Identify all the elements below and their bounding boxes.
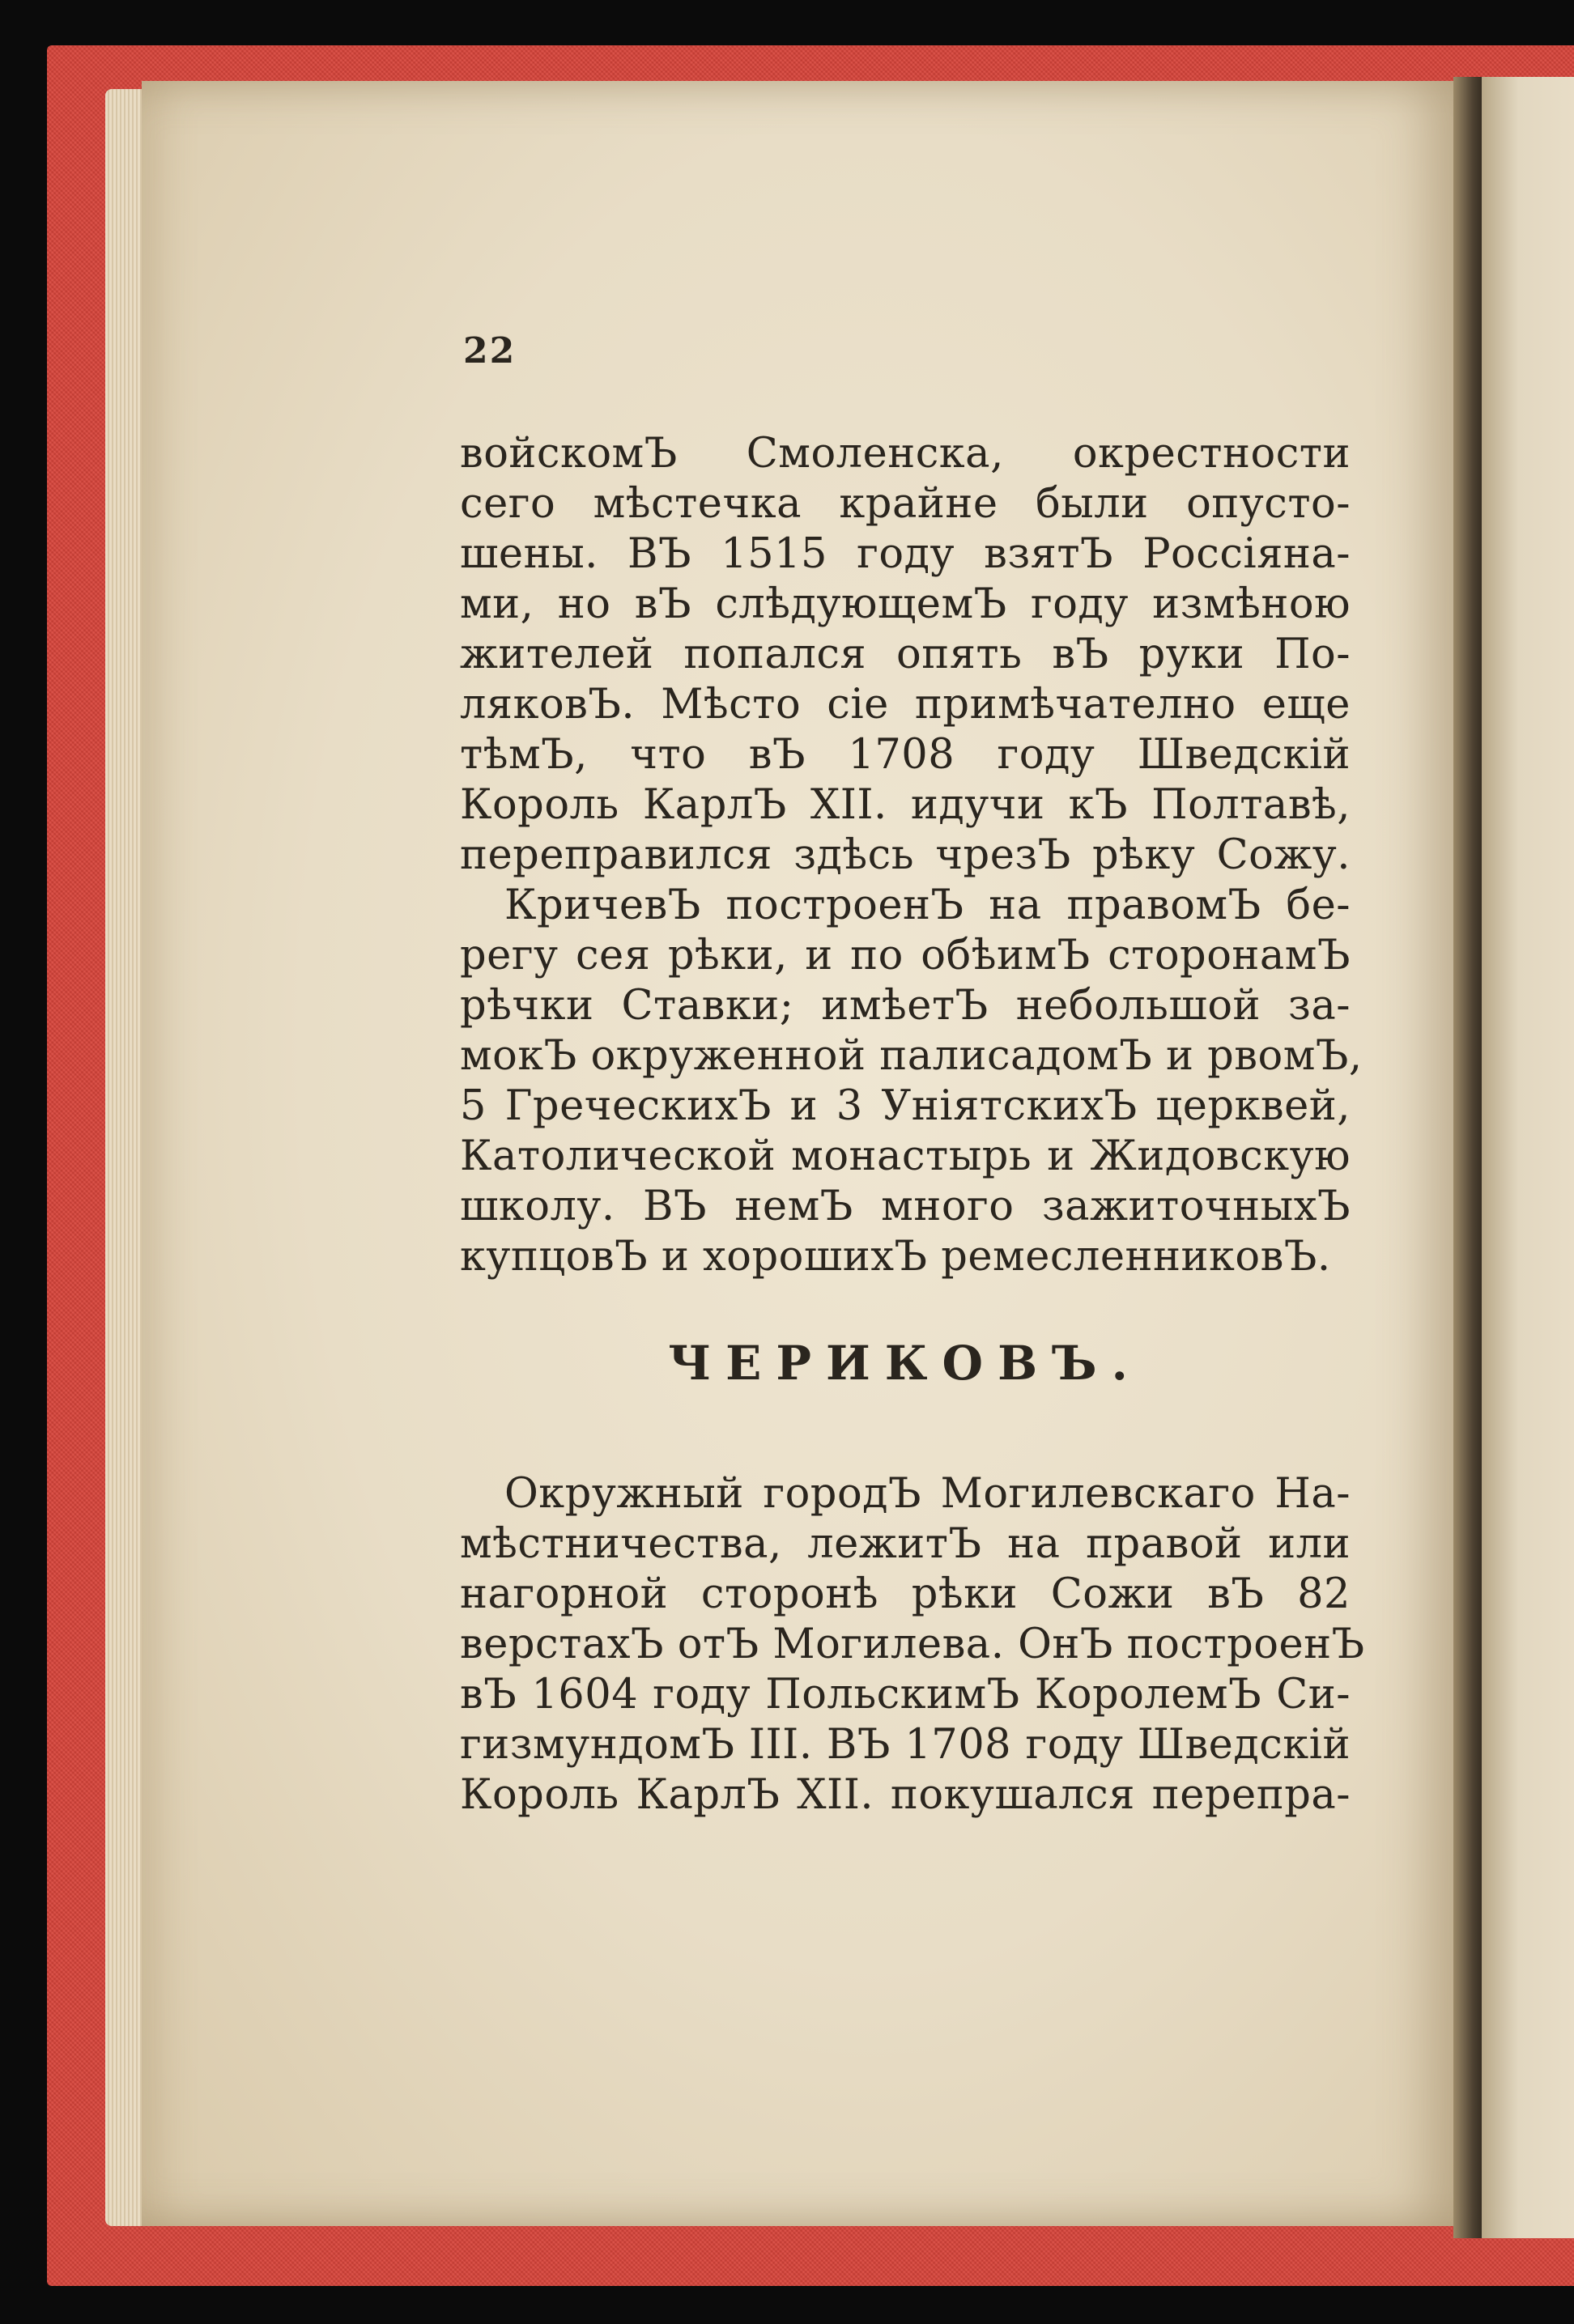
text-line: мокЪ окруженной палисадомЪ и рвомЪ, [460,1032,1363,1080]
text-line: КричевЪ построенЪ на правомЪ бе- [504,882,1351,929]
section-heading: ЧЕРИКОВЪ. [668,1336,1142,1391]
text-line: вЪ 1604 году ПольскимЪ КоролемЪ Си- [460,1671,1351,1719]
text-line: переправился здѣсь чрезЪ рѣку Сожу. [460,831,1351,879]
text-line: рѣчки Ставки; имѣетЪ небольшой за- [460,982,1351,1030]
facing-page-edge [1482,77,1574,2238]
text-line: гизмундомЪ III. ВЪ 1708 году Шведскій [460,1721,1351,1769]
page-number: 22 [463,330,517,372]
text-line: тѣмЪ, что вЪ 1708 году Шведскій [460,731,1351,779]
text-line: школу. ВЪ немЪ много зажиточныхЪ [460,1183,1351,1230]
text-line: Католической монастырь и Жидовскую [460,1132,1351,1180]
text-line: купцовЪ и хорошихЪ ремесленниковЪ. [460,1233,1331,1281]
text-line: сего мѣстечка крайне были опусто- [460,480,1351,528]
text-line: ляковЪ. Мѣсто сіе примѣчателно еще [460,681,1351,729]
text-line: 5 ГреческихЪ и 3 УніятскихЪ церквей, [460,1082,1351,1130]
text-line: мѣстничества, лежитЪ на правой или [460,1520,1351,1568]
text-line: ми, но вЪ слѣдующемЪ году измѣною [460,580,1351,628]
text-line: Король КарлЪ XII. покушался перепра- [460,1771,1351,1819]
text-line: Окружный городЪ Могилевскаго На- [504,1470,1351,1518]
text-line: жителей попался опять вЪ руки По- [460,631,1351,678]
text-line: войскомЪ Смоленска, окрестности [460,430,1351,478]
text-line: Король КарлЪ XII. идучи кЪ Полтавѣ, [460,781,1351,829]
text-line: шены. ВЪ 1515 году взятЪ Россіяна- [460,530,1351,578]
text-line: нагорной сторонѣ рѣки Сожи вЪ 82 [460,1570,1351,1618]
text-line: регу сея рѣки, и по обѣимЪ сторонамЪ [460,932,1351,979]
text-line: верстахЪ отЪ Могилева. ОнЪ построенЪ [460,1621,1365,1668]
book-gutter [1453,77,1486,2238]
